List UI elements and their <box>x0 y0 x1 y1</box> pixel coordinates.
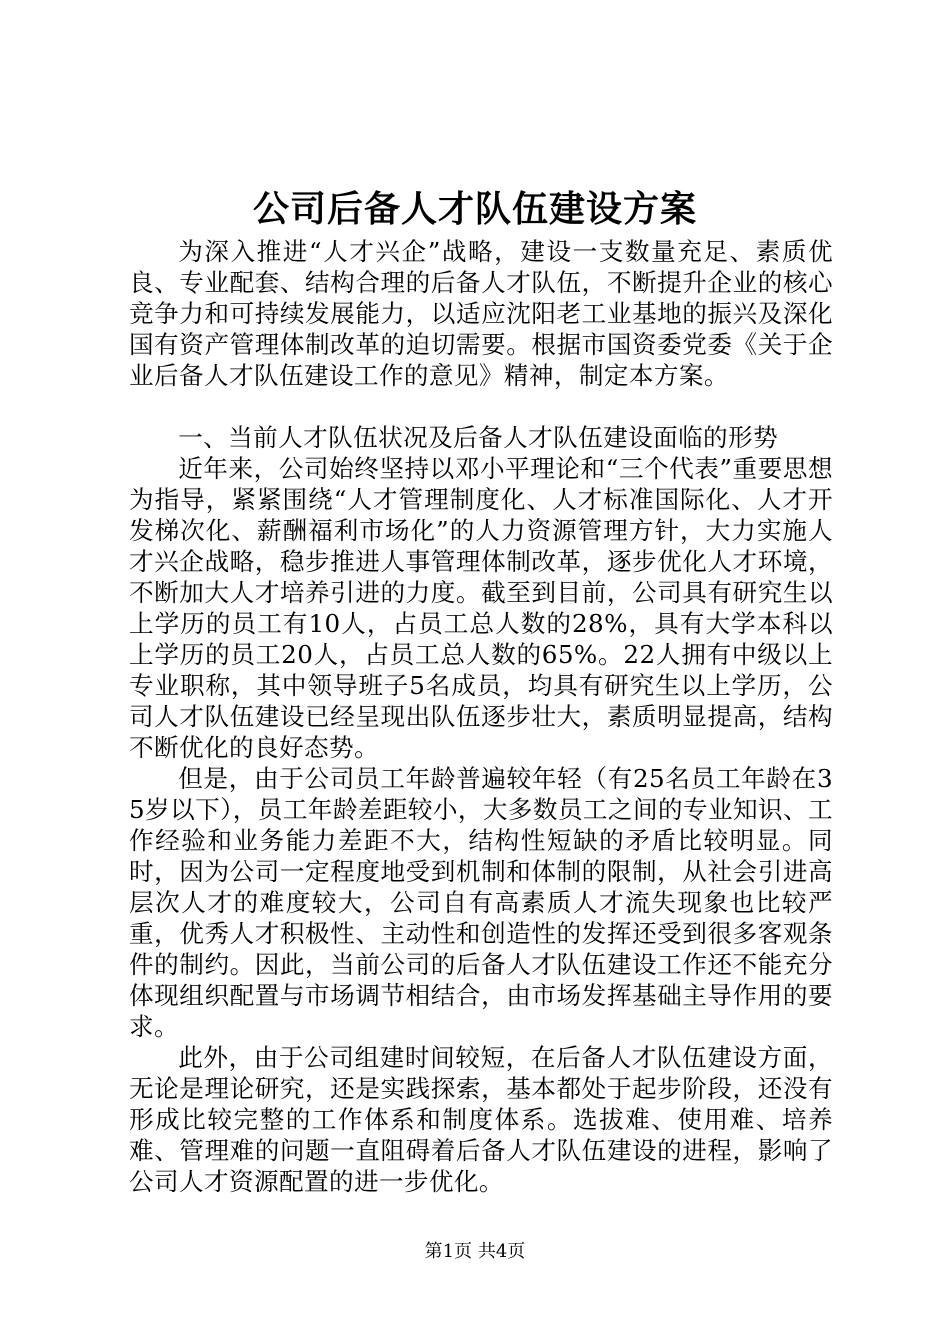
body-paragraph: 但是，由于公司员工年龄普遍较年轻（有25名员工年龄在35岁以下），员工年龄差距较小，大多数员工之间的专业知识、工作经验和业务能力差距不大，结构性短缺的矛盾比较明显。同时，因为公司一定程度地受到机制和体制的限制，从社会引进高层次人才的难度较大，公司自有高素质人才流失现象也比较严重，优秀人才积极性、主动性和创造性的发挥还受到很多客观条件的制约。因此，当前公司的后备人才队伍建设工作还不能充分体现组织配置与市场调节相结合，由市场发挥基础主导作用的要求。 <box>129 764 833 1041</box>
page-footer: 第1页 共4页 <box>424 1241 526 1262</box>
section-heading: 一、当前人才队伍状况及后备人才队伍建设面临的形势 <box>178 423 779 452</box>
body-paragraph: 此外，由于公司组建时间较短，在后备人才队伍建设方面，无论是理论研究，还是实践探索，基本都处于起步阶段，还没有形成比较完整的工作体系和制度体系。选拔难、使用难、培养难、管理难的问题一直阻碍着后备人才队伍建设的进程，影响了公司人才资源配置的进一步优化。 <box>129 1043 833 1196</box>
intro-paragraph: 为深入推进“人才兴企”战略，建设一支数量充足、素质优良、专业配套、结构合理的后备人才队伍，不断提升企业的核心竞争力和可持续发展能力，以适应沈阳老工业基地的振兴及深化国有资产管理体制改革的迫切需要。根据市国资委党委《关于企业后备人才队伍建设工作的意见》精神，制定本方案。 <box>129 237 833 390</box>
body-paragraph: 近年来，公司始终坚持以邓小平理论和“三个代表”重要思想为指导，紧紧围绕“人才管理制度化、人才标准国际化、人才开发梯次化、薪酬福利市场化”的人力资源管理方针，大力实施人才兴企战略，稳步推进人事管理体制改革，逐步优化人才环境，不断加大人才培养引进的力度。截至到目前，公司具有研究生以上学历的员工有10人，占员工总人数的28%，具有大学本科以上学历的员工20人，占员工总人数的65%。22人拥有中级以上专业职称，其中领导班子5名成员，均具有研究生以上学历，公司人才队伍建设已经呈现出队伍逐步壮大，素质明显提高，结构不断优化的良好态势。 <box>129 454 833 762</box>
page-title: 公司后备人才队伍建设方案 <box>252 188 697 230</box>
document-body <box>129 236 833 1197</box>
